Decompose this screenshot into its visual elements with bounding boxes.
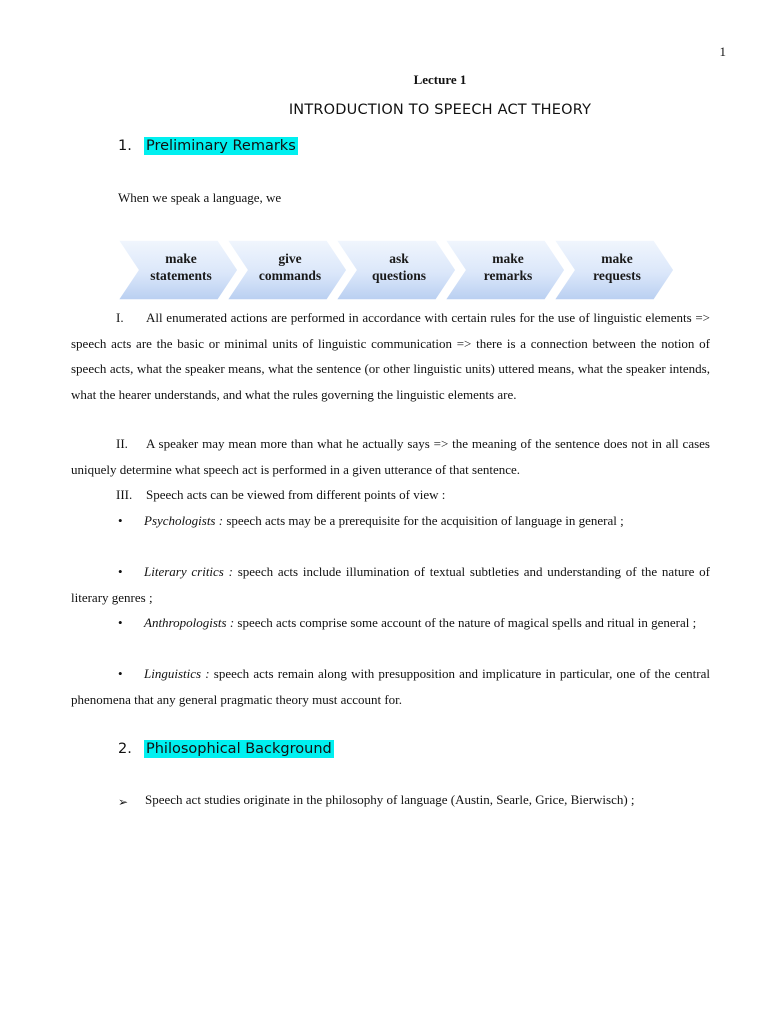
bullet-icon: • xyxy=(118,666,123,681)
section-title: Preliminary Remarks xyxy=(146,138,296,154)
chevron-label xyxy=(568,250,666,284)
lecture-label: Lecture 1 xyxy=(413,72,467,87)
numeral-label: III. xyxy=(116,487,133,502)
paragraph-2 xyxy=(71,431,710,482)
bullet-term: Anthropologists : xyxy=(144,615,235,630)
section-heading-1 xyxy=(118,138,298,154)
section-title: Philosophical Background xyxy=(146,741,332,757)
chevron-label-line: questions xyxy=(371,268,427,283)
chevron-label-line: commands xyxy=(258,268,322,283)
chevron-label xyxy=(350,250,448,284)
section-heading-2 xyxy=(118,741,334,757)
bullet-item xyxy=(71,508,710,534)
chevron-label xyxy=(132,250,230,284)
paragraph-1 xyxy=(71,305,710,407)
chevron-label-line: statements xyxy=(150,268,212,283)
paragraph-3 xyxy=(71,482,710,508)
last-line-text: Speech act studies originate in the philosophy of language (Austin, Searle, Grice, Bierwisch) ; xyxy=(145,792,635,807)
bullet-text: speech acts include illumination of textual subtleties and understanding of the nature of literary genres ; xyxy=(71,564,711,605)
intro-text: When we speak a language, we xyxy=(118,190,282,205)
bullet-item xyxy=(71,661,710,712)
bullet-icon: • xyxy=(118,513,123,528)
numeral-label: I. xyxy=(116,310,124,325)
bullet-text: speech acts may be a prerequisite for the acquisition of language in general ; xyxy=(223,513,624,528)
chevron-label-line: make xyxy=(492,251,524,266)
bullet-icon: • xyxy=(118,564,123,579)
chevron-label-line: make xyxy=(165,251,197,266)
chevron-label-line: give xyxy=(278,251,302,266)
page-number: 1 xyxy=(719,44,726,59)
paragraph-text: All enumerated actions are performed in accordance with certain rules for the use of linguistic elements => speech acts are the basic or minimal units of linguistic communication => there is a connection between the notion of speech acts, what the speaker means, what the sentence (or other linguistic units) uttered means, what the speaker intends, what the hearer understands, and what the rules governing the linguistic elements are. xyxy=(71,310,710,402)
section-number: 1. xyxy=(118,138,132,154)
arrow-bullet-icon: ➢ xyxy=(118,795,129,809)
chevron-label xyxy=(241,250,339,284)
bullet-item xyxy=(71,610,710,636)
bullet-text: speech acts comprise some account of the nature of magical spells and ritual in general ; xyxy=(234,615,697,630)
paragraph-text: A speaker may mean more than what he actually says => the meaning of the sentence does not in all cases uniquely determine what speech act is performed in a given utterance of that sentence. xyxy=(71,436,710,477)
bullet-term: Linguistics : xyxy=(144,666,210,681)
paragraph-text: Speech acts can be viewed from different points of view : xyxy=(146,487,446,502)
chevron-label-line: make xyxy=(601,251,633,266)
bullet-text: speech acts remain along with presupposition and implicature in particular, one of the central phenomena that any general pragmatic theory must account for. xyxy=(71,666,710,707)
numeral-label: II. xyxy=(116,436,128,451)
bullet-term: Literary critics : xyxy=(144,564,233,579)
chevron-label xyxy=(459,250,557,284)
bullet-term: Psychologists : xyxy=(144,513,224,528)
chevron-label-line: requests xyxy=(593,268,641,283)
page-title: INTRODUCTION TO SPEECH ACT THEORY xyxy=(288,102,592,118)
bullet-item xyxy=(71,559,710,610)
chevron-label-line: ask xyxy=(389,251,409,266)
bullet-icon: • xyxy=(118,615,123,630)
chevron-label-line: remarks xyxy=(483,268,533,283)
section-number: 2. xyxy=(118,741,132,757)
